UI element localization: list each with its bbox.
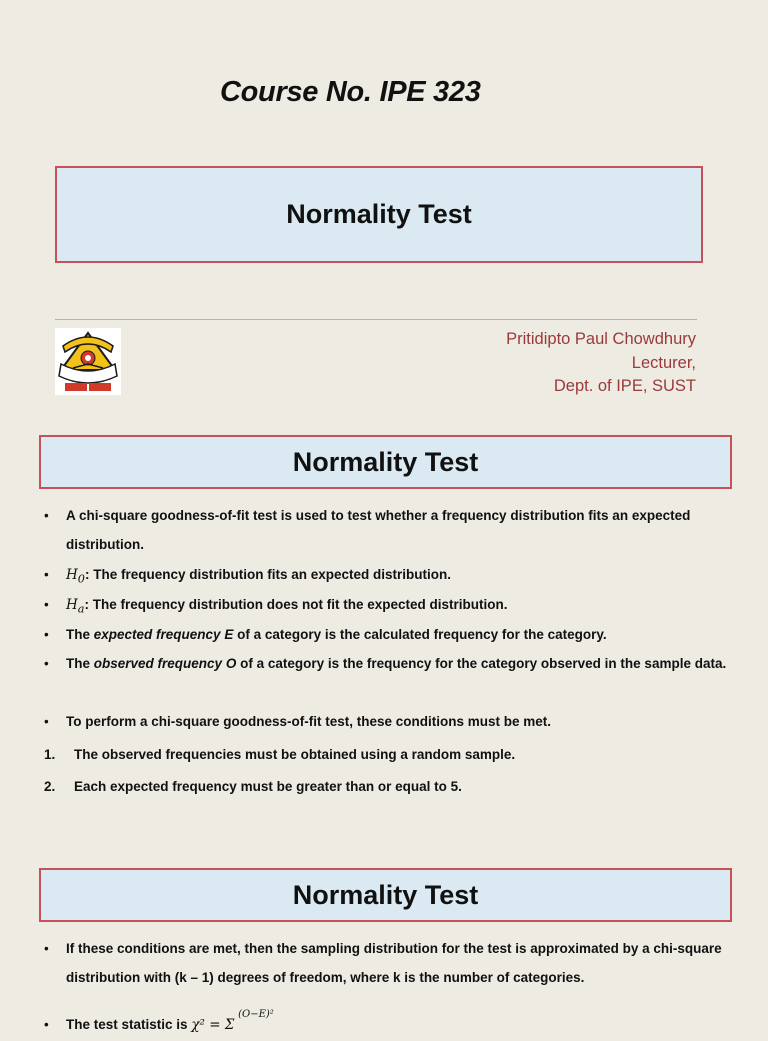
author-dept: Dept. of IPE, SUST [553,377,696,395]
bullet-item: • The observed frequency O of a category is the frequency for the category observed in the sample data. [44,656,727,671]
numbered-item: 1. The observed frequencies must be obtained using a random sample. [44,747,516,762]
slide3-title: Normality Test [292,879,479,910]
slide1-title-box [55,166,703,263]
divider-line [55,319,697,320]
bullet-item: • To perform a chi-square goodness-of-fit test, these conditions must be met. [44,714,552,729]
bullet-item: • A chi-square goodness-of-fit test is used to test whether a frequency distribution fits an expected distribution. [44,508,691,552]
bullet-item: • $H_0$: The frequency distribution fits an expected distribution. [44,567,451,586]
slide2-title-box [39,435,732,489]
chi-square-formula: χ² = Σ [191,1017,235,1033]
numbered-item: 2. Each expected frequency must be greater than or equal to 5. [44,779,462,794]
bullet-item: • $H_a$: The frequency distribution does not fit the expected distribution. [44,597,508,616]
bullet-item: • The expected frequency E of a category is the calculated frequency for the category. [44,627,607,642]
university-seal-icon [55,328,121,395]
slide1-title: Normality Test [286,199,472,229]
slide2-title: Normality Test [292,446,479,477]
bullet-item: • The test statistic is χ² = Σ (O−E)² [44,1010,730,1041]
bullet-item: • If these conditions are met, then the sampling distribution for the test is approximated by a chi-square distribution with (k – 1) degrees of freedom, where k is the number of categories. [44,941,722,985]
author-role: Lecturer, [631,353,696,372]
slide3-title-box [39,868,732,922]
formula-fraction: (O−E)² [238,1009,274,1020]
course-title: Course No. IPE 323 [220,76,481,108]
author-name: Pritidipto Paul Chowdhury [506,330,696,348]
author-block [506,328,696,399]
